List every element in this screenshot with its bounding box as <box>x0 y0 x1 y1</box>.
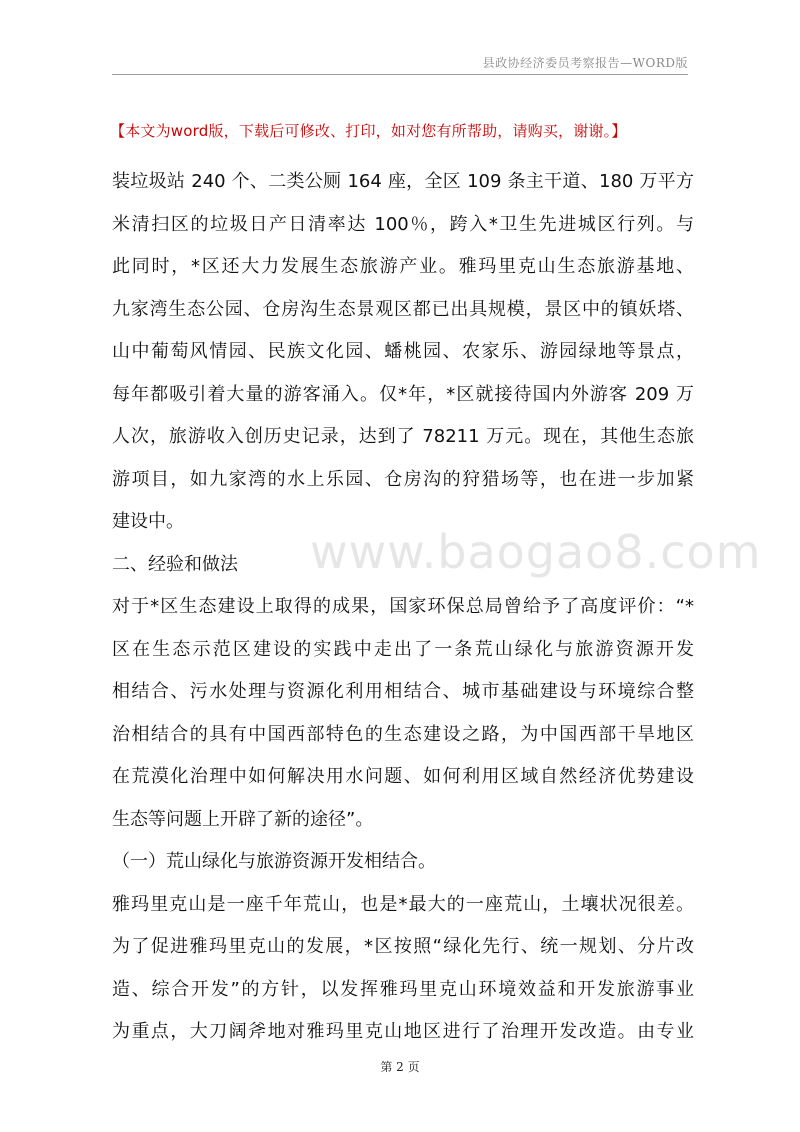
text-line: 对于*区生态建设上取得的成果，国家环保总局曾给予了高度评价：“* <box>112 596 694 617</box>
page-header <box>112 50 688 75</box>
text-line: 每年都吸引着大量的游客涌入。仅*年，*区就接待国内外游客 209 万 <box>112 383 694 405</box>
text-line: 游项目，如九家湾的水上乐园、仓房沟的狩猎场等，也在进一步加紧 <box>112 468 694 490</box>
text-line: 为重点，大刀阔斧地对雅玛里克山地区进行了治理开发改造。由专业 <box>112 1021 694 1042</box>
text-line: 治相结合的具有中国西部特色的生态建设之路，为中国西部干旱地区 <box>112 723 694 745</box>
text-line: 米清扫区的垃圾日产日清率达 100％，跨入*卫生先进城区行列。与 <box>112 213 694 235</box>
text-line: 区在生态示范区建设的实践中走出了一条荒山绿化与旅游资源开发 <box>112 638 694 660</box>
document-body <box>112 161 694 1054</box>
subsection-heading: （一）荒山绿化与旅游资源开发相结合。 <box>112 851 436 872</box>
purchase-notice: 【本文为word版，下载后可修改、打印，如对您有所帮助，请购买，谢谢。】 <box>110 122 627 140</box>
text-line: 山中葡萄风情园、民族文化园、蟠桃园、农家乐、游园绿地等景点， <box>112 341 694 362</box>
text-line: 相结合、污水处理与资源化利用相结合、城市基础建设与环境综合整 <box>112 681 694 702</box>
text-line: 装垃圾站 240 个、二类公厕 164 座，全区 109 条主干道、180 万平方 <box>112 171 694 192</box>
watermark: www.baogao8.com <box>310 525 762 579</box>
text-line: 九家湾生态公园、仓房沟生态景观区都已出具规模，景区中的镇妖塔、 <box>112 298 694 320</box>
section-heading: 二、经验和做法 <box>112 553 238 575</box>
text-line: 雅玛里克山是一座千年荒山，也是*最大的一座荒山，土壤状况很差。 <box>112 893 694 915</box>
text-line: 为了促进雅玛里克山的发展，*区按照“绿化先行、统一规划、分片改 <box>112 936 694 957</box>
text-line: 此同时，*区还大力发展生态旅游产业。雅玛里克山生态旅游基地、 <box>112 256 694 277</box>
text-line: 人次，旅游收入创历史记录，达到了 78211 万元。现在，其他生态旅 <box>112 426 694 447</box>
page-number: 第 2 页 <box>380 1060 420 1074</box>
text-line: 在荒漠化治理中如何解决用水问题、如何利用区域自然经济优势建设 <box>112 766 694 787</box>
text-line: 建设中。 <box>112 511 184 532</box>
text-line: 造、综合开发”的方针，以发挥雅玛里克山环境效益和开发旅游事业 <box>112 978 694 1000</box>
text-line: 生态等问题上开辟了新的途径”。 <box>112 808 374 830</box>
header-title: 县政协经济委员考察报告—WORD版 <box>482 56 688 70</box>
